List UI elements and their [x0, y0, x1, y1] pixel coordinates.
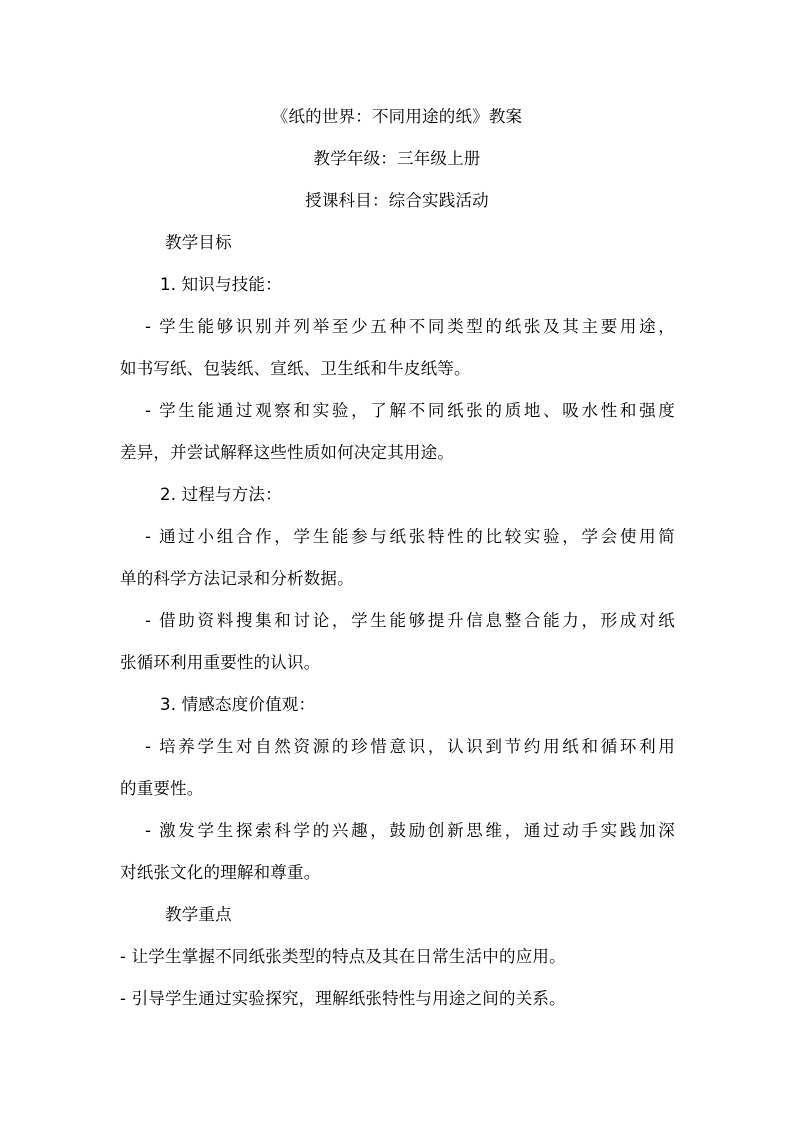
objective-3-heading: 3. 情感态度价值观： — [160, 695, 316, 714]
objective-3-paragraph-1-line-1: - 培养学生对自然资源的珍惜意识，认识到节约用纸和循环利用 — [145, 737, 675, 756]
objective-3-paragraph-1-line-2: 的重要性。 — [120, 779, 204, 798]
objective-2-paragraph-2-line-1: - 借助资料搜集和讨论，学生能够提升信息整合能力，形成对纸 — [145, 611, 675, 630]
document-title: 《纸的世界：不同用途的纸》教案 — [271, 107, 523, 126]
objective-3-paragraph-2-line-1: - 激发学生探索科学的兴趣，鼓励创新思维，通过动手实践加深 — [145, 821, 675, 840]
objective-2-heading: 2. 过程与方法： — [160, 485, 282, 504]
objective-1-paragraph-1-line-2: 如书写纸、包装纸、宣纸、卫生纸和牛皮纸等。 — [120, 359, 471, 378]
objective-1-paragraph-2-line-1: - 学生能通过观察和实验，了解不同纸张的质地、吸水性和强度 — [145, 401, 675, 420]
teaching-subject: 授课科目：综合实践活动 — [305, 191, 489, 210]
objective-1-heading: 1. 知识与技能： — [160, 275, 282, 294]
objective-1-paragraph-2-line-2: 差异，并尝试解释这些性质如何决定其用途。 — [120, 443, 454, 462]
teaching-grade: 教学年级：三年级上册 — [313, 149, 481, 168]
objective-2-paragraph-2-line-2: 张循环利用重要性的认识。 — [120, 653, 321, 672]
key-point-2: - 引导学生通过实验探究，理解纸张特性与用途之间的关系。 — [120, 989, 566, 1008]
objective-3-paragraph-2-line-2: 对纸张文化的理解和尊重。 — [120, 863, 321, 882]
key-point-1: - 让学生掌握不同纸张类型的特点及其在日常生活中的应用。 — [120, 947, 566, 966]
section-heading-key-points: 教学重点 — [165, 905, 232, 924]
objective-2-paragraph-1-line-1: - 通过小组合作，学生能参与纸张特性的比较实验，学会使用简 — [145, 527, 675, 546]
objective-1-paragraph-1-line-1: - 学生能够识别并列举至少五种不同类型的纸张及其主要用途， — [145, 317, 675, 336]
section-heading-objectives: 教学目标 — [165, 233, 232, 252]
objective-2-paragraph-1-line-2: 单的科学方法记录和分析数据。 — [120, 569, 354, 588]
